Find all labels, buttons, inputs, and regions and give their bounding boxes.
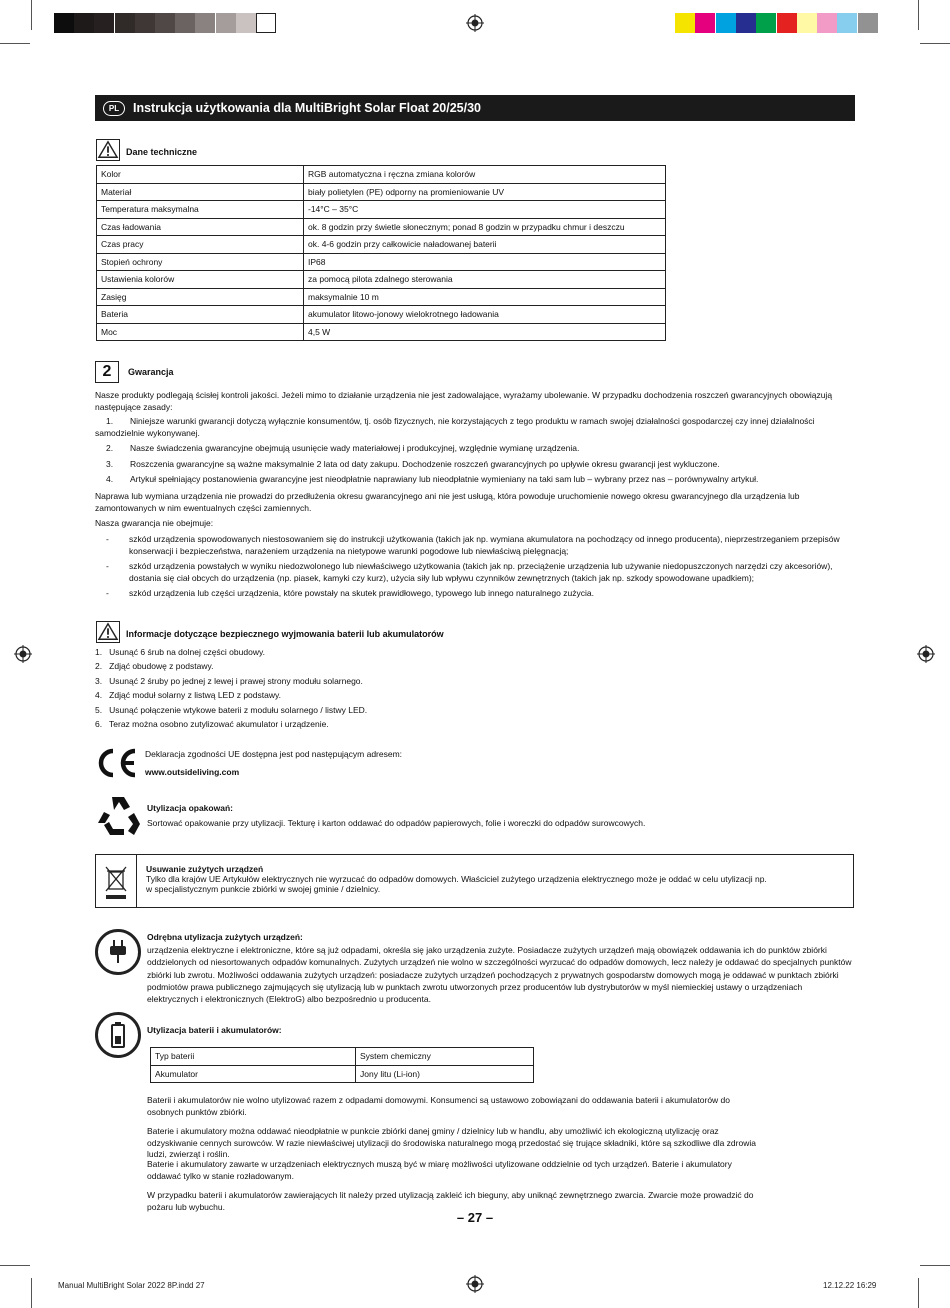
- table-cell-label: Moc: [97, 323, 304, 341]
- table-cell-label: Stopień ochrony: [97, 253, 304, 271]
- packaging-text: Sortować opakowanie przy utylizacji. Tekturę i karton oddawać do odpadów papierowych, folie i woreczki do odpadów surowcowych.: [147, 818, 646, 828]
- registration-mark-icon: [14, 645, 32, 663]
- list-item: Artykuł spełniający postanowienia gwarancyjne jest nieodpłatnie naprawiany lub nieodpłatnie wymieniany na taki sam lub – wybrany przez nas – porównywalny artykuł.: [130, 474, 759, 484]
- list-item: 4. Zdjąć moduł solarny z listwą LED z podstawy.: [95, 690, 281, 701]
- table-cell-label: Temperatura maksymalna: [97, 201, 304, 219]
- color-swatch: [175, 13, 195, 33]
- color-swatch: [74, 13, 94, 33]
- table-cell-label: Bateria: [97, 306, 304, 324]
- table-row: [97, 323, 666, 341]
- paragraph: Baterii i akumulatorów nie wolno utylizować razem z odpadami domowymi. Konsumenci są ustawowo zobowiązani do oddawania baterii i akumulatorów do osobnych punktów zbiórki.: [147, 1095, 731, 1117]
- list-item: szkód urządzenia spowodowanych niestosowaniem się do instrukcji użytkowania (takich jak np. wymiana akumulatora na pochodzący od innego producenta), nieprzestrzeganiem przepisów konserwacji i bezpieczeństwa, narażeniem urządzenia na nietypowe warunki pogodowe lub niewłaściwą pielęgnacją;: [129, 534, 840, 556]
- color-swatch: [256, 13, 276, 33]
- table-row: [97, 183, 666, 201]
- crop-mark: [31, 1278, 32, 1308]
- warranty-intro: Nasze produkty podlegają ścisłej kontroli jakości. Jeżeli mimo to działanie urządzenia nie jest zadowalające, wyrażamy ubolewanie. W przypadku dochodzenia roszczeń gwarancyjnych obowiązują następujące zasady:: [95, 390, 833, 412]
- table-cell-value: System chemiczny: [356, 1048, 534, 1066]
- warning-triangle-icon: [96, 621, 120, 643]
- ce-mark-icon: [94, 747, 138, 779]
- crop-mark: [918, 0, 919, 30]
- table-cell-label: Kolor: [97, 166, 304, 184]
- table-cell-value: ok. 8 godzin przy świetle słonecznym; ponad 8 godzin w przypadku chmur i deszczu: [304, 218, 666, 236]
- weee-text-line1: Tylko dla krajów UE Artykułów elektrycznych nie wyrzucać do odpadów domowych. Właściciel zużytego urządzenia elektrycznego może je oddać w celu utylizacji np.: [146, 874, 767, 884]
- weee-box: [95, 854, 854, 908]
- battery-recycling-icon: [95, 1012, 141, 1058]
- registration-mark-icon: [466, 14, 484, 32]
- table-row: [97, 218, 666, 236]
- battery-type-table: [150, 1047, 534, 1083]
- list-item: szkód urządzenia powstałych w wyniku niedozwolonego lub niewłaściwego użytkowania (takich jak np. przeciążenie urządzenia lub używanie niedopuszczonych narzędzi czy akcesoriów), dostania się ciał obcych do urządzenia (np. piasek, kamyki czy kurz), użycia siły lub wpływu czynników zewnętrznych (takich jak np. szkody spowodowane upadkiem);: [129, 561, 833, 583]
- list-item: Roszczenia gwarancyjne są ważne maksymalnie 2 lata od daty zakupu. Dochodzenie roszczeń gwarancyjnych po upływie okresu gwarancji jest wykluczone.: [130, 459, 720, 469]
- color-swatch: [777, 13, 797, 33]
- paragraph: W przypadku baterii i akumulatorów zawierających lit należy przed utylizacją zakleić ich bieguny, aby uniknąć zewnętrznego zwarcia. Zwarcie może prowadzić do pożaru lub wybuchu.: [147, 1190, 754, 1212]
- footer-file-name: Manual MultiBright Solar 2022 8P.indd 27: [58, 1281, 205, 1290]
- color-swatch: [716, 13, 736, 33]
- section-number-badge: 2: [95, 361, 119, 383]
- bullet-dash: -: [106, 588, 109, 598]
- table-cell-value: biały polietylen (PE) odporny na promieniowanie UV: [304, 183, 666, 201]
- table-cell-value: -14°C – 35°C: [304, 201, 666, 219]
- battery-removal-heading: Informacje dotyczące bezpiecznego wyjmowania baterii lub akumulatorów: [126, 629, 444, 639]
- table-cell-value: 4,5 W: [304, 323, 666, 341]
- color-swatch: [115, 13, 135, 33]
- separate-disposal-text: urządzenia elektryczne i elektroniczne, które są już odpadami, określa się jako urządzenia zużyte. Posiadacze zużytych urządzeń mają obowiązek oddawania ich do punktów zbiórki oddzielonych od niesortowanych odpadów komunalnych. Zużytych urządzeń nie wolno w szczególności wyrzucać do odpadów domowych, lecz należy je oddawać do specjalnych punktów zbiórki lub zwrotu. Możliwości oddawania zużytych urządzeń: posiadacze zużytych urządzeń pochodzących z prywatnych gospodarstw domowych mogą je oddawać w punktach zbiórki podmiotów prawa publicznego zajmujących się utylizacją lub w punktach zwrotu utworzonych przez producentów lub dystrybutorów w myśl niemieckiej ustawy o urządzeniach elektrycznych i elektronicznych (ElektroG) albo bezpośrednio u producenta.: [147, 945, 852, 1005]
- list-item: Nasze świadczenia gwarancyjne obejmują usunięcie wady materiałowej i produkcyjnej, względnie wymianę urządzenia.: [130, 443, 580, 453]
- table-row: [151, 1048, 534, 1066]
- color-swatch: [817, 13, 837, 33]
- table-row: [151, 1065, 534, 1083]
- color-swatch: [94, 13, 114, 33]
- bullet-dash: -: [106, 561, 109, 571]
- ce-url-link[interactable]: www.outsideliving.com: [145, 767, 240, 777]
- list-item: szkód urządzenia lub części urządzenia, które powstały na skutek prawidłowego, typowego lub innego naturalnego zużycia.: [129, 588, 594, 598]
- table-row: [97, 236, 666, 254]
- table-row: [97, 306, 666, 324]
- color-swatch: [54, 13, 74, 33]
- header-bar: [95, 95, 855, 121]
- warranty-exclusions-heading: Nasza gwarancja nie obejmuje:: [95, 518, 214, 528]
- table-cell-label: Czas pracy: [97, 236, 304, 254]
- packaging-heading: Utylizacja opakowań:: [147, 803, 233, 813]
- battery-disposal-heading: Utylizacja baterii i akumulatorów:: [147, 1025, 282, 1035]
- table-cell-value: akumulator litowo-jonowy wielokrotnego ładowania: [304, 306, 666, 324]
- bullet-dash: -: [106, 534, 109, 544]
- crossed-bin-icon: [103, 864, 129, 900]
- color-swatch: [756, 13, 776, 33]
- color-swatch: [837, 13, 857, 33]
- paragraph: Baterie i akumulatory zawarte w urządzeniach elektrycznych muszą być w miarę możliwości utylizowane oddzielnie od tych urządzeń. Baterie i akumulatory oddawać tylko w stanie rozładowanym.: [147, 1159, 732, 1181]
- warranty-paragraph: Naprawa lub wymiana urządzenia nie prowadzi do przedłużenia okresu gwarancyjnego ani nie jest usługą, która powoduje uruchomienie nowego okresu gwarancyjnego dla urządzenia lub zamontowanych w nim ewentualnych części zamiennych.: [95, 491, 800, 513]
- crop-mark: [918, 1278, 919, 1308]
- page-title: Instrukcja użytkowania dla MultiBright Solar Float 20/25/30: [133, 101, 482, 115]
- table-cell-value: za pomocą pilota zdalnego sterowania: [304, 271, 666, 289]
- table-cell-label: Ustawienia kolorów: [97, 271, 304, 289]
- color-swatch: [135, 13, 155, 33]
- table-cell-label: Akumulator: [151, 1065, 356, 1083]
- tech-data-heading: Dane techniczne: [126, 147, 198, 157]
- list-item: 6. Teraz można osobno zutylizować akumulator i urządzenie.: [95, 719, 329, 729]
- list-item: 1. Usunąć 6 śrub na dolnej części obudowy.: [95, 647, 265, 657]
- color-swatch: [216, 13, 236, 33]
- weee-heading: Usuwanie zużytych urządzeń: [146, 864, 264, 874]
- plug-recycling-icon: [95, 929, 141, 975]
- warranty-heading: Gwarancja: [128, 367, 174, 377]
- warning-triangle-icon: [96, 139, 120, 161]
- color-swatch: [736, 13, 756, 33]
- list-item: Niniejsze warunki gwarancji dotyczą wyłącznie konsumentów, tj. osób fizycznych, nie korzystających z tego produktu w ramach swojej działalności gospodarczej czy innej działalności samodzielnie wykonywanej.: [95, 416, 815, 438]
- paragraph: Baterie i akumulatory można oddawać nieodpłatnie w punkcie zbiórki danej gminy / dzielnicy lub w handlu, aby umożliwić ich ekologiczną utylizację oraz odzyskiwanie cennych surowców. W razie niewłaściwej utylizacji do środowiska naturalnego mogą przedostać się trujące składniki, które są szkodliwe dla zdrowia ludzi, zwierząt i roślin.: [147, 1126, 756, 1159]
- color-swatch: [236, 13, 256, 33]
- table-row: [97, 201, 666, 219]
- registration-mark-icon: [466, 1275, 484, 1293]
- table-cell-label: Materiał: [97, 183, 304, 201]
- crop-mark: [920, 1265, 950, 1266]
- crop-mark: [920, 43, 950, 44]
- table-cell-label: Zasięg: [97, 288, 304, 306]
- table-cell-value: IP68: [304, 253, 666, 271]
- color-swatch: [695, 13, 715, 33]
- color-swatch: [675, 13, 695, 33]
- table-cell-value: Jony litu (Li-ion): [356, 1065, 534, 1083]
- table-row: [97, 271, 666, 289]
- ce-declaration-text: Deklaracja zgodności UE dostępna jest pod następującym adresem:: [145, 749, 403, 759]
- tech-data-table: [96, 165, 666, 341]
- footer-date: 12.12.22 16:29: [823, 1281, 877, 1290]
- page-number: – 27 –: [456, 1210, 494, 1225]
- color-swatch: [797, 13, 817, 33]
- crop-mark: [0, 43, 30, 44]
- list-item: 3. Usunąć 2 śruby po jednej z lewej i prawej strony modułu solarnego.: [95, 675, 363, 686]
- registration-mark-icon: [917, 645, 935, 663]
- table-row: [97, 288, 666, 306]
- separate-disposal-heading: Odrębna utylizacja zużytych urządzeń:: [147, 932, 303, 942]
- table-cell-label: Typ baterii: [151, 1048, 356, 1066]
- list-item-number: 3.: [106, 459, 114, 469]
- color-swatch: [858, 13, 878, 33]
- weee-text-line2: w specjalistycznym punkcie zbiórki w swojej gminie / dzielnicy.: [146, 884, 381, 894]
- table-cell-value: ok. 4-6 godzin przy całkowicie naładowanej baterii: [304, 236, 666, 254]
- list-item-number: 1.: [106, 416, 114, 426]
- table-cell-value: maksymalnie 10 m: [304, 288, 666, 306]
- table-row: [97, 253, 666, 271]
- table-cell-value: RGB automatyczna i ręczna zmiana kolorów: [304, 166, 666, 184]
- list-item: 2. Zdjąć obudowę z podstawy.: [95, 661, 214, 672]
- list-item: 5. Usunąć połączenie wtykowe baterii z modułu solarnego / listwy LED.: [95, 704, 368, 715]
- language-badge: PL: [103, 101, 125, 116]
- table-cell-label: Czas ładowania: [97, 218, 304, 236]
- crop-mark: [31, 0, 32, 30]
- list-item-number: 4.: [106, 474, 114, 484]
- recycling-icon: [94, 793, 144, 839]
- color-swatch: [155, 13, 175, 33]
- crop-mark: [0, 1265, 30, 1266]
- table-row: [97, 166, 666, 184]
- list-item-number: 2.: [106, 443, 114, 453]
- color-swatch: [195, 13, 215, 33]
